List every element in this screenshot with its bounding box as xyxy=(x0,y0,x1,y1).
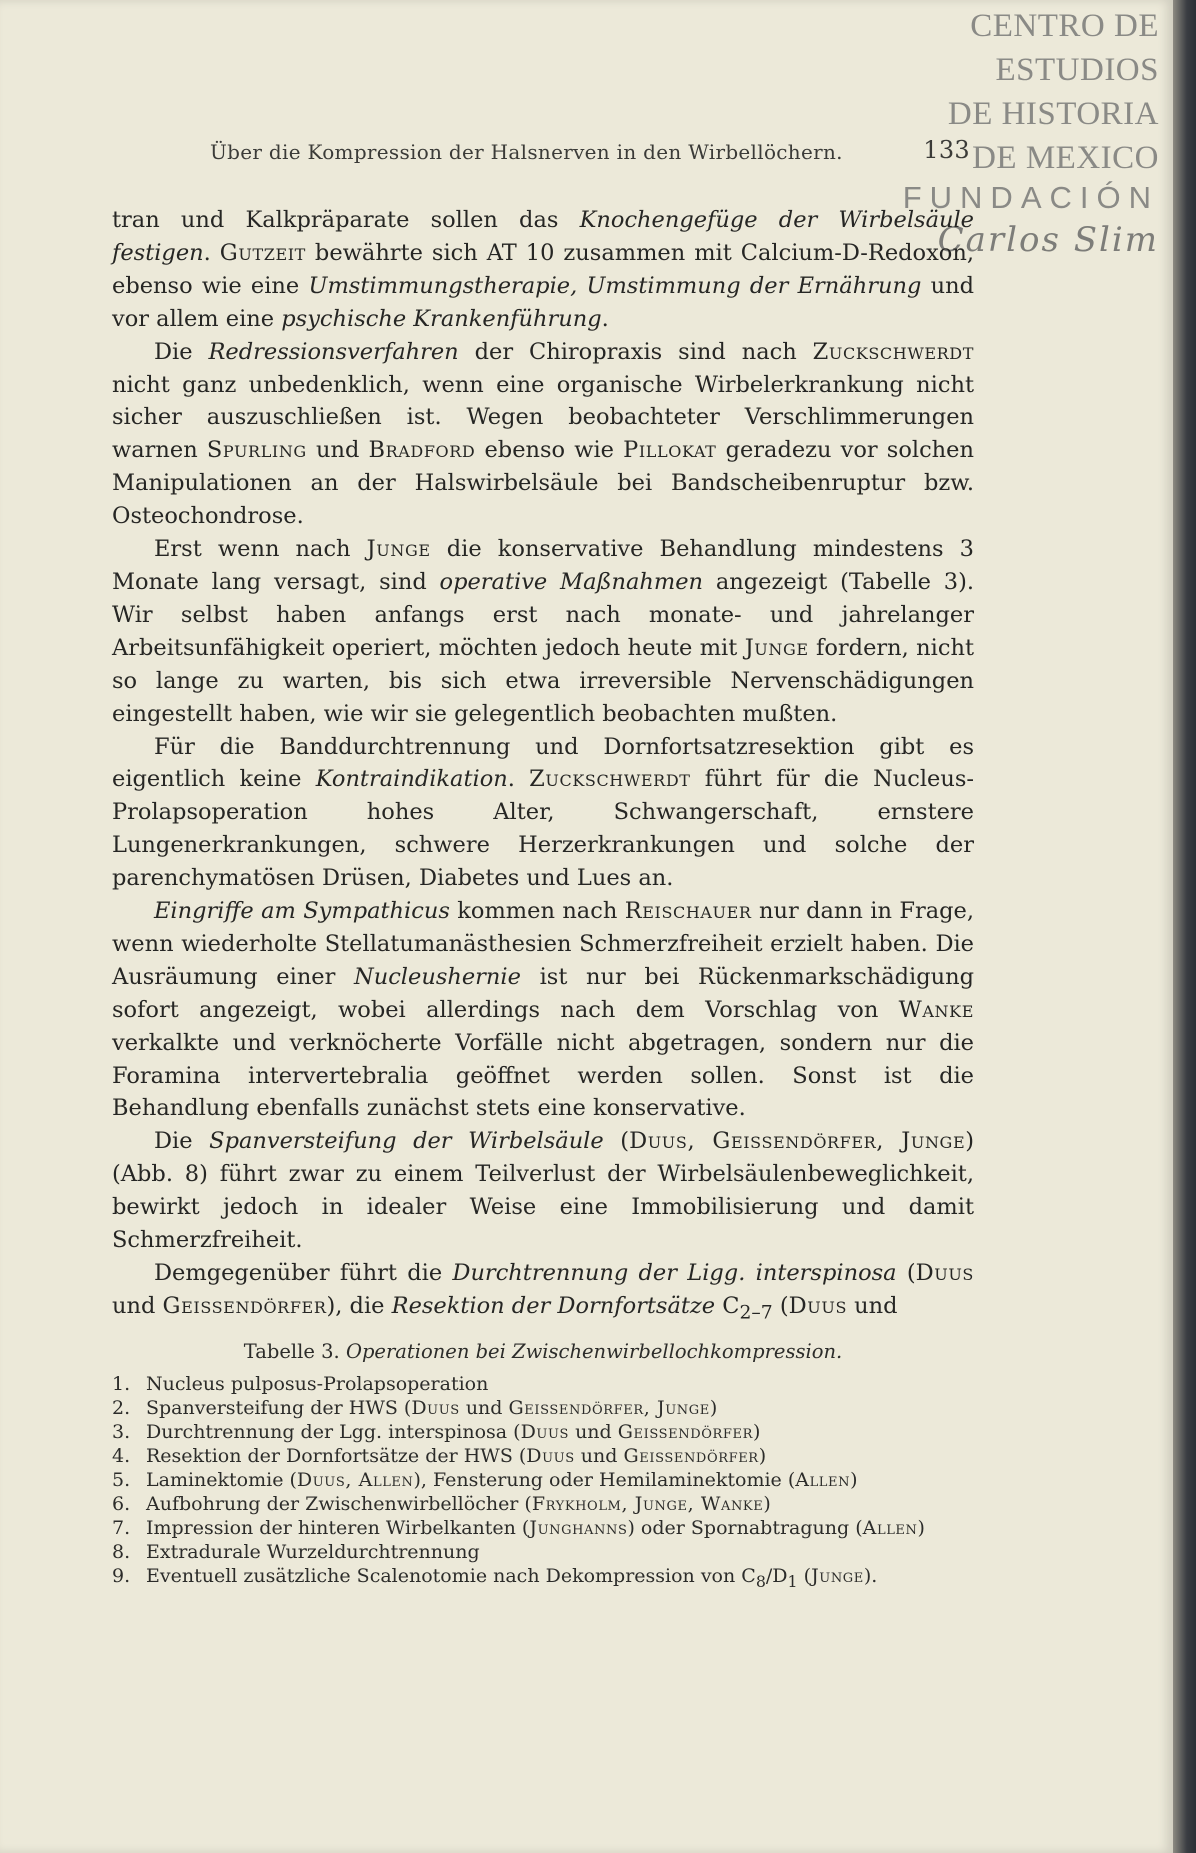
small-caps-name: Duus, Geissendörfer, Junge xyxy=(629,1128,966,1155)
small-caps-name: Gutzeit xyxy=(219,239,306,266)
paragraph xyxy=(112,1257,974,1330)
watermark-line: DE HISTORIA xyxy=(947,96,1159,132)
small-caps-name: Duus xyxy=(526,1445,575,1467)
text-run: . xyxy=(507,766,530,793)
text-run: Durchtrennung der Lgg. interspinosa ( xyxy=(146,1421,521,1443)
italic-run: operative Maßnahmen xyxy=(439,568,704,595)
text-run: ) xyxy=(709,1397,718,1419)
item-number: 1. xyxy=(112,1373,131,1395)
table-item xyxy=(112,1372,982,1396)
text-run: der Chiropraxis sind nach xyxy=(458,338,813,365)
small-caps-name: Geissendörfer xyxy=(617,1421,753,1443)
text-run: und vor allem eine xyxy=(112,272,974,332)
text-run: Erst wenn nach xyxy=(154,536,367,563)
paragraph xyxy=(112,731,974,896)
small-caps-name: Geissendörfer xyxy=(162,1292,327,1319)
small-caps-name: Junge xyxy=(366,536,431,563)
italic-run: psychische Krankenführung xyxy=(281,305,602,332)
text-run: und xyxy=(459,1397,509,1419)
item-text xyxy=(146,1516,982,1540)
paragraph xyxy=(112,336,974,533)
watermark-line: ESTUDIOS xyxy=(995,52,1159,88)
text-run: ) xyxy=(917,1517,925,1539)
table-caption xyxy=(112,1340,974,1363)
body-text xyxy=(112,204,974,1330)
text-run: ( xyxy=(772,1292,789,1319)
text-run: ), die xyxy=(326,1292,392,1319)
item-number: 2. xyxy=(112,1397,131,1419)
text-run: Für die Banddurchtrennung und Dornfortsatzresektion gibt es eigentlich keine xyxy=(112,733,974,793)
text-run: Die xyxy=(154,338,209,365)
item-text xyxy=(146,1540,982,1564)
table-item xyxy=(112,1492,982,1516)
text-run: verkalkte und verknöcherte Vorfälle nicht abgetragen, sondern nur die Foramina intervertebralia geöffnet werden sollen. Sonst ist die Behandlung ebenfalls zunächst stets eine konservative. xyxy=(112,1029,974,1122)
table-item xyxy=(112,1420,982,1444)
paragraph xyxy=(112,533,974,730)
page-edge xyxy=(1173,0,1196,1853)
subscript: 1 xyxy=(787,1571,798,1591)
small-caps-name: Junge xyxy=(811,1565,864,1587)
text-run: führt für die Nucleus-Prolapsoperation hohes Alter, Schwangerschaft, ernstere Lungenerkrankungen, schwere Herzerkrankungen und solche der parenchymatösen Drüsen, Diabetes und Lues an. xyxy=(112,766,974,892)
table-label: Tabelle 3. xyxy=(243,1340,340,1363)
table-item xyxy=(112,1540,982,1564)
text-run: ) xyxy=(850,1469,858,1491)
italic-run: Nucleushernie xyxy=(354,963,521,990)
small-caps-name: Pillokat xyxy=(623,437,717,464)
table-item xyxy=(112,1516,982,1540)
text-run: Extradurale Wurzeldurchtrennung xyxy=(146,1541,480,1563)
text-run: ) xyxy=(758,1445,767,1467)
small-caps-name: Zuckschwerdt xyxy=(812,338,974,365)
italic-run: Knochengefüge der Wirbelsäule festigen xyxy=(112,207,974,266)
subscript: 8 xyxy=(755,1571,766,1591)
text-run: Nucleus pulposus-Prolapsoperation xyxy=(146,1373,489,1395)
text-run: . xyxy=(203,239,220,266)
item-number: 3. xyxy=(112,1421,131,1443)
text-run: tran und Kalkpräparate sollen das xyxy=(112,207,580,233)
small-caps-name: Spurling xyxy=(206,437,307,464)
text-run: ) oder Spornabtragung ( xyxy=(627,1517,863,1539)
small-caps-name: Bradford xyxy=(368,437,476,464)
italic-run: Redressionsverfahren xyxy=(208,338,459,365)
item-number: 8. xyxy=(112,1541,131,1563)
paragraph xyxy=(112,895,974,1125)
subscript: 2–7 xyxy=(739,1302,773,1324)
text-run: geradezu vor solchen Manipulationen an der Halswirbelsäule bei Bandscheibenruptur bzw. Osteochondrose. xyxy=(112,437,974,530)
italic-run: Spanversteifung der Wirbelsäule xyxy=(209,1128,604,1155)
item-text xyxy=(146,1444,982,1468)
small-caps-name: Junghanns xyxy=(529,1517,628,1539)
running-title: Über die Kompression der Halsnerven in den Wirbellöchern. xyxy=(210,140,843,164)
text-run: . xyxy=(601,305,609,332)
text-run: und xyxy=(306,437,369,464)
text-run: Resektion der Dornfortsätze der HWS ( xyxy=(146,1445,527,1467)
text-run: ), Fensterung oder Hemilaminektomie ( xyxy=(413,1469,796,1491)
item-number: 4. xyxy=(112,1445,131,1467)
small-caps-name: Wanke xyxy=(898,996,974,1023)
text-run: Spanversteifung der HWS ( xyxy=(146,1397,412,1419)
text-run: ). xyxy=(863,1565,878,1587)
text-run: Eventuell zusätzliche Scalenotomie nach Dekompression von C xyxy=(146,1565,756,1587)
text-run: und xyxy=(112,1292,163,1319)
item-text xyxy=(146,1564,982,1594)
text-run: die konservative Behandlung mindestens 3 Monate lang versagt, sind xyxy=(112,536,974,595)
item-number: 9. xyxy=(112,1565,131,1587)
text-run: ist nur bei Rückenmarkschädigung sofort angezeigt, wobei allerdings nach dem Vorschlag von xyxy=(112,963,974,1023)
table-item xyxy=(112,1564,982,1594)
small-caps-name: Geissendörfer xyxy=(623,1445,759,1467)
small-caps-name: Duus xyxy=(788,1292,848,1319)
text-run: ( xyxy=(896,1260,916,1286)
text-run: ) (Abb. 8) führt zwar zu einem Teilverlust der Wirbelsäulenbeweglichkeit, bewirkt jedoch in idealer Weise eine Immobilisierung und damit Schmerzfreiheit. xyxy=(112,1128,975,1254)
small-caps-name: Allen xyxy=(795,1469,851,1491)
text-run: Laminektomie ( xyxy=(146,1469,297,1491)
item-number: 5. xyxy=(112,1469,131,1491)
italic-run: Durchtrennung der Ligg. interspinosa xyxy=(452,1260,897,1286)
item-number: 6. xyxy=(112,1493,131,1515)
watermark-line: CENTRO DE xyxy=(970,8,1159,44)
italic-run: Kontraindikation xyxy=(315,766,508,793)
text-run: ( xyxy=(797,1565,812,1587)
text-run: Aufbohrung der Zwischenwirbellöcher ( xyxy=(146,1493,532,1515)
text-run: C xyxy=(715,1292,740,1319)
item-text xyxy=(146,1396,982,1420)
text-run: angezeigt (Tabelle 3). Wir selbst haben anfangs erst nach monate- und jahrelanger Arbeitsunfähigkeit operiert, möchten jedoch heute mit xyxy=(112,568,975,661)
text-run: nur dann in Frage, wenn wiederholte Stellatumanästhesien Schmerzfreiheit erzielt haben. Die Ausräumung einer xyxy=(112,898,974,990)
text-run: Impression der hinteren Wirbelkanten ( xyxy=(146,1517,530,1539)
small-caps-name: Geissendörfer, Junge xyxy=(508,1397,710,1419)
italic-run: Eingriffe am Sympathicus xyxy=(154,898,450,925)
watermark-foundation: FUNDACIÓN xyxy=(902,180,1159,215)
item-text xyxy=(146,1372,982,1396)
item-text xyxy=(146,1468,982,1492)
text-run: ( xyxy=(603,1128,630,1155)
small-caps-name: Duus xyxy=(915,1260,974,1286)
table-list xyxy=(112,1372,982,1594)
small-caps-name: Allen xyxy=(862,1517,918,1539)
text-run: ) xyxy=(763,1493,771,1515)
text-run: ) xyxy=(752,1421,761,1443)
small-caps-name: Zuckschwerdt xyxy=(529,766,691,793)
watermark-signature: Carlos Slim xyxy=(937,220,1159,260)
text-run: nicht ganz unbedenklich, wenn eine organische Wirbelerkrankung nicht sicher auszuschließen ist. Wegen beobachteter Verschlimmerungen warnen xyxy=(112,371,974,464)
small-caps-name: Duus xyxy=(411,1397,460,1419)
small-caps-name: Junge xyxy=(744,634,809,661)
text-run: und xyxy=(847,1292,898,1319)
text-run: Demgegenüber führt die xyxy=(154,1260,453,1286)
text-run: kommen nach xyxy=(449,898,625,925)
page-number: 133 xyxy=(923,136,970,164)
paragraph xyxy=(112,1125,974,1257)
table-caption-text: Operationen bei Zwischenwirbellochkompression. xyxy=(345,1340,843,1363)
paragraph xyxy=(112,204,974,336)
italic-run: Umstimmungstherapie, Umstimmung der Ernährung xyxy=(308,272,922,299)
text-run: Die xyxy=(154,1128,210,1155)
table-item xyxy=(112,1444,982,1468)
item-text xyxy=(146,1420,982,1444)
watermark-line: DE MEXICO xyxy=(972,140,1159,176)
item-number: 7. xyxy=(112,1517,131,1539)
text-run: und xyxy=(574,1445,624,1467)
text-run: fordern, nicht so lange zu warten, bis sich etwa irreversible Nervenschädigungen eingestellt haben, wie wir sie gelegentlich beobachten mußten. xyxy=(112,634,974,727)
small-caps-name: Duus, Allen xyxy=(296,1469,414,1491)
running-header xyxy=(210,136,970,164)
table-item xyxy=(112,1396,982,1420)
item-text xyxy=(146,1492,982,1516)
small-caps-name: Frykholm, Junge, Wanke xyxy=(531,1493,764,1515)
italic-run: Resektion der Dornfortsätze xyxy=(391,1292,716,1319)
text-run: /D xyxy=(765,1565,788,1587)
table-item xyxy=(112,1468,982,1492)
text-run: bewährte sich AT 10 zusammen mit Calcium-D-Redoxon, ebenso wie eine xyxy=(112,239,974,299)
text-run: und xyxy=(569,1421,618,1443)
small-caps-name: Reischauer xyxy=(624,898,752,925)
small-caps-name: Duus xyxy=(520,1421,570,1443)
text-run: ebenso wie xyxy=(475,437,624,464)
